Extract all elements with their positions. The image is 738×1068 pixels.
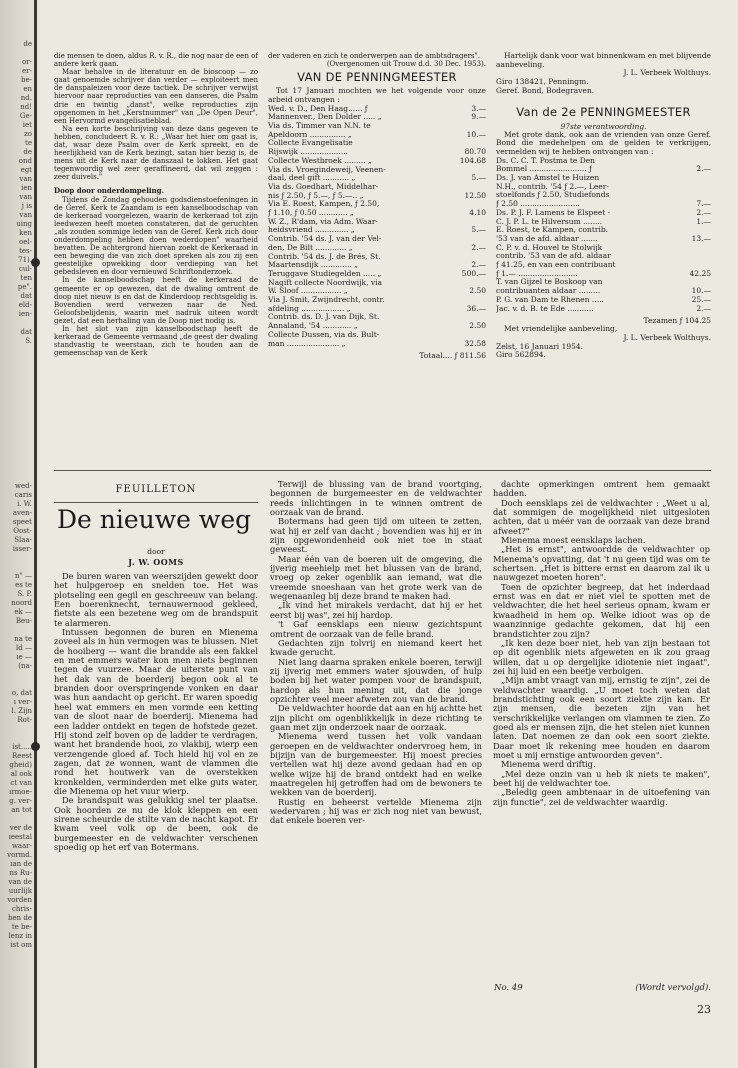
donation-row <box>496 157 711 166</box>
donation-description: den, De Bilt ............. „ <box>268 243 353 252</box>
source-note: (Overgenomen uit Trouw d.d. 30 Dec. 1953). <box>326 60 486 69</box>
donation-row <box>268 148 486 157</box>
margin-fragment <box>2 554 32 563</box>
margin-fragment: ist..... <box>12 743 32 751</box>
donation-row <box>268 139 486 148</box>
donation-description: ƒ 41.25, en van een contribuant <box>496 261 616 270</box>
continued-note: (Wordt vervolgd). <box>635 983 711 993</box>
margin-fragment <box>2 563 32 572</box>
margin-fragment: S. P. <box>17 590 32 598</box>
margin-fragment: na te <box>14 635 32 643</box>
donation-row <box>496 226 711 235</box>
donation-amount: 5.— <box>471 225 486 235</box>
donation-row <box>496 287 711 296</box>
donation-row <box>268 305 486 314</box>
article-paragraph: Na een korte beschrijving van deze dans gegeven te hebben, concludeert R. v. R.: „Waar het hier om gaat is, dat, waar deze Psalm over de Kerk spreekt, en de heerlijkheid van de Kerk bezingt, satan hier bezig is, de mens uit de Kerk naar de danszaal te lokken. Het gaat tegenwoordig wel zeer geraffineerd, dat wil zeggen : zeer duivels." <box>54 124 258 182</box>
donation-row <box>268 209 486 218</box>
donation-description: '53 van de afd. aldaar ....... <box>496 234 598 243</box>
story-paragraph: Terwijl de blussing van de brand voortging, begonnen de burgemeester en de veldwachter reeds inlichtingen in te winnen omtrent de oorzaak van de brand. <box>270 480 482 518</box>
section-heading: Doop door onderdompeling. <box>54 185 164 195</box>
donation-description: P. G. van Dam te Rhenen ..... <box>496 295 604 304</box>
margin-fragment: ıe — <box>16 653 32 661</box>
margin-fragment: van <box>19 193 32 201</box>
margin-fragment: er- <box>22 67 32 75</box>
donation-description: Ds. J. van Amstel te Huizen <box>496 174 600 183</box>
donation-description: C. J. P. L. te Hilversum ........ <box>496 217 603 226</box>
left-margin-fragments-bottom <box>2 482 32 950</box>
left-margin-fragments-top <box>2 40 32 346</box>
article-paragraph: In het slot van zijn kanselboodschap heeft de kerkeraad de Gemeente vermaand „de geest der dwaling standvastig te weerstaan, zich te houden aan de gemeenschap van de Kerk <box>54 325 258 358</box>
margin-fragment: n" — <box>15 572 32 580</box>
margin-fragment: de <box>23 40 32 48</box>
margin-fragment: zo <box>24 130 32 138</box>
margin-fragment: lenz in <box>8 932 32 940</box>
margin-fragment: uing <box>16 220 32 228</box>
donation-row <box>268 235 486 244</box>
margin-fragment: o, dat <box>11 689 32 697</box>
feuilleton-label: FEUILLETON <box>115 484 197 495</box>
story-paragraph: 't Gaf eensklaps een nieuw gezichtspunt omtrent de oorzaak van de felle brand. <box>270 619 482 639</box>
donation-row <box>496 296 711 305</box>
punch-hole <box>31 258 40 267</box>
donation-amount: 1.— <box>696 216 711 226</box>
margin-fragment: ıeestal <box>8 833 32 841</box>
margin-fragment: caris <box>14 491 32 499</box>
page-fold-line <box>34 0 37 1068</box>
donation-amount: 500.— <box>461 268 486 278</box>
story-column-3 <box>493 480 710 940</box>
total-amount: Tezamen ƒ 104.25 <box>643 316 711 326</box>
donation-row <box>268 192 486 201</box>
donation-amount: 10.— <box>466 129 486 139</box>
donation-amount: 36.— <box>466 303 486 313</box>
donation-description: afdeling .................. „ <box>268 304 351 313</box>
donation-amount: 9.— <box>471 112 486 122</box>
donation-description: Rijswijk .................... <box>268 148 348 157</box>
donation-amount <box>708 244 711 253</box>
story-paragraph: „Ik vind het mirakels verdacht, dat hij er het eerst bij was", zei hij hardop. <box>270 600 482 620</box>
donation-description: heidsvriend .............. „ <box>268 226 355 235</box>
donation-description: Contrib. ds. D. J. van Dijk, St. <box>268 313 380 322</box>
donation-description: Nagift collecte Noordwijk, via <box>268 278 382 287</box>
donation-amount: 5.— <box>471 173 486 183</box>
donation-row <box>268 340 486 349</box>
section-subtitle: 97ste verantwoording. <box>560 121 647 131</box>
donation-description: C. P. v. d. Houvel te Stolwijk <box>496 243 603 252</box>
story-paragraph: „Ik ken deze boer niet, heb van zijn bestaan tot op dit ogenblik niets afgeweten en ik zou graag willen, dat u op dergelijke idiotenie niet ingaat", zei hij luid en een beetje verbolgen. <box>493 637 710 676</box>
margin-fragment <box>2 626 32 635</box>
article-paragraph: In de kanselboodschap heeft de kerkeraad de gemeente er op gewezen, dat de dwaling omtrent de doop niet nieuw is en dat de Kinderdoop rechtsgeldig is. Bovendien werd verwezen naar de Ned. Geloofsbelijdenis, waarin met nadruk uiteen wordt gezet, dat een herhaling van de Doop niet nodig is. <box>54 276 258 325</box>
margin-fragment: aven- <box>12 509 32 517</box>
donation-description: Via J. Smit, Zwijndrecht, contr. <box>268 296 385 305</box>
donation-amount: 3.— <box>471 103 486 113</box>
margin-fragment: ı ver- <box>13 698 32 706</box>
donation-amount: 2.50 <box>469 286 486 296</box>
margin-fragment: ien <box>21 184 32 192</box>
donation-description: Collecte Evangelisatie <box>268 139 353 148</box>
donation-description: ƒ 1.— ......................... <box>496 269 578 278</box>
donation-list <box>496 157 711 314</box>
donation-amount: 2.— <box>471 242 486 252</box>
story-paragraph: De veldwachter hoorde dat aan en hij achtte het zijn plicht om ogenblikkelijk in deze richting te gaan met zijn onderzoek naar de oorzaak. <box>270 703 482 732</box>
story-column-1 <box>54 572 258 992</box>
donation-description: man ...................... „ <box>268 339 346 348</box>
donation-row <box>496 261 711 270</box>
margin-fragment: en <box>23 85 32 93</box>
donation-description: Via ds. Timmer van N.N. te <box>268 122 371 130</box>
story-paragraph: Mienema moest eensklaps lachen. <box>501 535 646 546</box>
margin-fragment: iet <box>22 121 32 129</box>
story-paragraph: Intussen begonnen de buren en Mienema zoveel als in hun vermogen was te blussen. Niet de hooiberg — want die brandde als een fakkel en met emmers water kon men niets beginnen tegen de vuurzee. Maar de uiterste punt van het dak van de boerderij begon ook al te branden door overspringende vonken en daar was hun aandacht op gericht. Er waren spoedig heel wat emmers en men vormde een ketting van de sloot naar de boerderij. Mienema had een ladder ontdekt en tegen de hofstede gezet. Hij stond zelf boven op de ladder te verdragen, want het brandende hooi, zo vlakbij, wierp een verzengende gloed af. Toch hield hij vol en ze zagen, dat ze wonnen, want de vlammen die rond het houtwerk van de overstekken kronkelden, verminderden met elke guts water, die Mienema op het vuur wierp. <box>54 627 258 796</box>
margin-fragment: g. ver- <box>9 797 32 805</box>
donation-row <box>268 157 486 166</box>
donation-description: T. van Gijzel te Boskoop van <box>496 278 603 287</box>
giro-number: Giro 562894. <box>496 350 546 360</box>
donation-amount: 2.— <box>471 260 486 270</box>
donation-row <box>268 131 486 140</box>
donation-description: Teruggave Studiegelden ..... „ <box>268 269 382 278</box>
margin-fragment <box>2 725 32 734</box>
donation-description: Via ds. Goedhart, Middelhar- <box>268 182 379 191</box>
margin-fragment: cul- <box>18 265 32 273</box>
margin-fragment: tes- <box>19 247 32 255</box>
margin-fragment: te be- <box>11 923 32 931</box>
story-paragraph: Niet lang daarna spraken enkele boeren, terwijl zij ijverig met emmers water sjouwden, of hulp boden bij het water pompen voor de brandspuit, hardop als hun mening uit, dat die jonge opzichter veel meer afweten zou van de brand. <box>270 656 482 704</box>
giro-number: Giro 138421, Penningm. <box>496 77 589 87</box>
donation-description: ƒ 1.10, ƒ 0.50 ............ „ <box>268 209 354 218</box>
margin-fragment <box>2 319 32 328</box>
article-paragraph: Tijdens de Zondag gehouden godsdienstoefeningen in de Geref. Kerk te Zaandam is een kanselboodschap van de kerkeraad voorgelezen, waarin de kerkeraad tot zijn leedwezen heeft moeten constateren, dat de geruchten „als zouden sommige leden van de Geref. Kerk zich door onderdompeling hebben doen wederdopen" waarheid bevatten. De achtergrond hiervan zoekt de Kerkeraad in een beweging die van zich doet spreken als zou zij een geestelijke opwekking door verdieping van het gebedsleven en door vernieuwd Schriftonderzoek. <box>54 195 258 277</box>
margin-fragment: eld- <box>18 301 32 309</box>
donation-row <box>268 253 486 262</box>
story-paragraph: Mienema werd tussen het volk vandaan geroepen en de veldwachter ondervroeg hem, in bijzijn van de burgemeester. Hij moest precies vertellen wat hij deze avond gedaan had en op welke wijze hij de brand ontdekt had en welke maatregelen hij getroffen had om de bewoners te wekken van de boerderij. <box>270 731 482 798</box>
donation-description: Collecte Dussen, via ds. Bult- <box>268 330 380 339</box>
margin-fragment: ten <box>20 274 32 282</box>
donation-row <box>496 270 711 279</box>
donation-description: nis ƒ 2.50, ƒ 5.—, ƒ 5.—.. „ <box>268 191 364 200</box>
donation-amount: 42.25 <box>689 268 711 278</box>
story-paragraph: Gedachten zijn tolvrij en niemand keert het kwade gerucht. <box>270 637 482 658</box>
donation-row <box>268 331 486 340</box>
margin-fragment: van <box>19 175 32 183</box>
margin-fragment: j is <box>21 202 32 210</box>
donation-row <box>268 113 486 122</box>
margin-fragment: ld — <box>16 644 32 652</box>
place-date: Zelst, 16 Januari 1954. <box>496 341 584 351</box>
margin-fragment: vorden <box>7 896 32 904</box>
margin-fragment: chris- <box>12 905 32 913</box>
donation-row <box>496 191 711 200</box>
story-paragraph: Botermans had geen tijd om uiteen te zetten, wat hij er zelf van dacht ; bovendien was hij er in zijn opgewondenheid ook niet toe in staat geweest. <box>270 516 482 555</box>
margin-fragment: dat <box>20 292 32 300</box>
donation-amount: 80.70 <box>464 147 486 157</box>
margin-fragment: de <box>23 148 32 156</box>
donation-description: daal, deel gift ........... „ <box>268 174 356 183</box>
donation-row <box>268 218 486 227</box>
donation-description: Contrib. '54 ds. J. van der Vel- <box>268 235 382 244</box>
donation-amount: 32.58 <box>464 338 486 348</box>
donation-row <box>496 174 711 183</box>
story-paragraph: De buren waren van weerszijden gewekt door het hulpgeroep en snelden toe. Het was plotseling een gegil en geschreeuw van belang. Een boerenknecht, ternauwernood gekleed, fietste als een bezetene weg om de brandspuit te alarmeren. <box>54 572 258 628</box>
margin-fragment: isser- <box>12 545 32 553</box>
margin-fragment: egt <box>20 166 32 174</box>
margin-fragment: ıan de <box>10 860 32 868</box>
margin-fragment: ns Ru- <box>9 869 32 877</box>
margin-fragment: ek — <box>14 608 32 616</box>
donation-description: contribuanten aldaar ......... <box>496 287 601 296</box>
margin-fragment: ken <box>19 229 32 237</box>
donation-description: Contrib. '54 ds. J. de Brés, St. <box>268 252 381 261</box>
donation-amount <box>708 183 711 192</box>
donation-row <box>496 244 711 253</box>
story-paragraph: „Mel deze onzin van u heb ik niets te maken", beet hij de veldwachter toe. <box>493 768 710 788</box>
donation-row <box>268 105 486 114</box>
donation-row <box>268 226 486 235</box>
story-paragraph: Toen de opzichter begreep, dat het inderdaad ernst was en dat er niet viel te spotten met de veldwachter, die het heel serieus opnam, kwam er kwaadheid in hem op. Welke idioot was op de waanzinnige gedachte gekomen, dat hij een brandstichter zou zijn? <box>493 581 710 639</box>
margin-fragment: pe". <box>17 283 32 291</box>
byline-door: door <box>147 547 165 556</box>
bond-address: Geref. Bond, Bodegraven. <box>496 85 595 95</box>
article-continuation: die mensen te doen, aldus R. v. R., die nog naar de een of andere kerk gaan. <box>54 52 258 69</box>
margin-fragment: S. <box>25 337 32 345</box>
donation-amount: 2.— <box>696 164 711 174</box>
donation-row <box>496 183 711 192</box>
donation-description: Jac. v. d. B. te Ede ........... <box>496 304 594 313</box>
donation-description: Via ds. Vroegindeweij, Veenen- <box>268 165 386 174</box>
donation-description: W. Sloof ................. „ <box>268 287 348 296</box>
donation-amount: 10.— <box>691 286 711 296</box>
donation-row <box>268 166 486 175</box>
story-column-2 <box>270 480 482 992</box>
donation-row <box>268 313 486 322</box>
donation-amount: 104.68 <box>459 155 486 165</box>
margin-fragment: l. Zijn <box>11 707 32 715</box>
story-paragraph: Maar één van de boeren uit de omgeving, die ijverig meehielp met het blussen van de brand, vroeg op zeker ogenblik aan iemand, wat die vreemde snoeshaan van het grote werk van de wegenaanleg bij deze brand te maken had. <box>270 553 482 602</box>
donation-row <box>268 122 486 131</box>
margin-fragment: dat <box>20 328 32 336</box>
page-number: 23 <box>697 1003 711 1016</box>
donation-amount: 2.— <box>696 207 711 217</box>
donation-row <box>268 279 486 288</box>
donation-row <box>268 261 486 270</box>
donation-row <box>496 305 711 314</box>
margin-fragment <box>2 734 32 743</box>
margin-fragment: nd! <box>20 103 32 111</box>
donation-list <box>268 105 486 349</box>
punch-hole <box>31 742 40 751</box>
margin-fragment: van <box>19 211 32 219</box>
donation-description: Ds. C. C. T. Postma te Den <box>496 156 595 165</box>
thanks-text: Hartelijk dank voor wat binnenkwam en met blijvende aanbeveling. <box>496 52 711 69</box>
margin-fragment: (na- <box>18 662 32 670</box>
margin-fragment: es te <box>15 581 32 589</box>
margin-fragment: Reest <box>12 752 32 760</box>
donation-row <box>268 296 486 305</box>
donation-row <box>268 244 486 253</box>
margin-fragment: te <box>25 139 32 147</box>
section-title: VAN DE PENNINGMEESTER <box>297 70 457 85</box>
margin-fragment <box>2 49 32 58</box>
donation-amount <box>708 174 711 183</box>
margin-fragment: uurlijk <box>8 887 32 895</box>
donation-description: Via E. Roest, Kampen, ƒ 2.50, <box>268 200 380 209</box>
section-title: Van de 2e PENNINGMEESTER <box>516 104 691 119</box>
donation-row <box>268 183 486 192</box>
article-continuation: der vaderen en zich te onderwerpen aan de ambtsdragers". <box>268 52 480 60</box>
margin-fragment: noord <box>11 599 32 607</box>
story-paragraph: „Het is ernst", antwoordde de veldwachter op Mienema's opvatting, dat 't nu geen tijd was om te schertsen. „Het is bittere ernst en daarom zal ik u nauwgezet moeten horen". <box>493 544 710 583</box>
closing-text: Met vriendelijke aanbeveling, <box>504 324 618 334</box>
margin-fragment: oel- <box>19 238 32 246</box>
margin-fragment: ond <box>18 157 32 165</box>
donation-row <box>268 270 486 279</box>
donation-amount: 7.— <box>696 199 711 209</box>
margin-fragment: Ge- <box>19 112 32 120</box>
margin-fragment: speet <box>12 518 32 526</box>
margin-fragment: vormd. <box>7 851 32 859</box>
margin-fragment: ist om <box>10 941 32 949</box>
margin-fragment: Beu- <box>15 617 32 625</box>
donation-amount: 2.50 <box>469 321 486 331</box>
donation-description: Bommel ........................ ƒ <box>496 165 592 174</box>
intro-text: Tot 17 Januari mochten we het volgende voor onze arbeid ontvangen : <box>268 86 486 104</box>
article-paragraph: Maar behalve in de literatuur en de bioscoop — zo gaat genoemde schrijver dan verder — exploiteert men de danspaleizen voor deze tactiek. De schrijver verwijst hiervoor naar reproducties van een danseres, die Psalm drie en twintig „danst", welke reproducties zijn opgenomen in het „Kerstnummer" van „De Open Deur", een Hervormd evangelisatieblad. <box>54 68 258 125</box>
donation-row <box>268 287 486 296</box>
title-rule <box>54 502 258 503</box>
margin-fragment: nd. <box>20 94 32 102</box>
margin-fragment: gheid) <box>9 761 32 769</box>
margin-fragment: ver de <box>9 824 32 832</box>
donation-description: Ds. P. J. F. Lamens te Elspeet - <box>496 208 611 217</box>
story-paragraph: De brandspuit was gelukkig snel ter plaatse. Ook hoorden ze nu de klok kleppen en een sirene scheurde de stilte van de nacht kapot. Er kwam veel volk op de been, ook de burgemeester en de veldwachter verschenen spoedig op het erf van Botermans. <box>54 795 258 852</box>
donation-row <box>496 165 711 174</box>
story-paragraph: „Mijn ambt vraagt van mij, ernstig te zijn", zei de veldwachter waardig. „U moet toch weten dat brandstichting ook een soort ziekte zijn kan. Er zijn mensen, die bezeten zijn van het verschrikkelijke verlangen om vlammen te zien. Zo goed als er mensen zijn, die het stelen niet kunnen laten. Dat noemen ze dan ook een soort ziekte. Daar moet ik rekening mee houden en daarom moet u mij ernstige antwoorden geven". <box>493 675 710 760</box>
donation-amount: 13.— <box>691 233 711 243</box>
donation-row <box>268 200 486 209</box>
donation-description: E. Roest, te Kampen, contrib. <box>496 226 609 235</box>
donation-description: Apeldoorn ............... „ <box>268 130 352 139</box>
margin-fragment: wed- <box>15 482 32 490</box>
margin-fragment: Oost- <box>13 527 32 535</box>
donation-row <box>496 235 711 244</box>
margin-fragment: Slaa- <box>14 536 32 544</box>
margin-fragment <box>2 815 32 824</box>
donation-amount: 12.50 <box>464 190 486 200</box>
church-news-column <box>54 52 258 465</box>
margin-fragment <box>2 671 32 680</box>
issue-number: No. 49 <box>494 983 523 993</box>
margin-fragment: ırmoe- <box>9 788 32 796</box>
donation-description: stoelfonds ƒ 2.50, Studiefonds <box>496 191 610 200</box>
margin-fragment: waar- <box>11 842 32 850</box>
margin-fragment <box>2 680 32 689</box>
donation-description: contrib. '53 van de afd. aldaar <box>496 252 611 261</box>
donation-row <box>268 174 486 183</box>
donation-description: W. Z., R'dam, via Adm. Waar- <box>268 217 378 226</box>
story-paragraph: Mienema werd driftig. <box>501 759 596 770</box>
donation-amount <box>708 252 711 261</box>
margin-fragment: 71). <box>18 256 32 264</box>
margin-fragment: Rot- <box>17 716 32 724</box>
donation-description: Wed. v. D., Den Haag...... ƒ <box>268 104 368 113</box>
margin-fragment: al ook <box>10 770 32 778</box>
margin-fragment: i. W. <box>17 500 32 508</box>
total-amount: Totaal.... ƒ 811.56 <box>419 351 486 361</box>
margin-fragment: or- <box>22 58 32 66</box>
intro-text: Met grote dank, ook aan de vrienden van onze Geref. Bond die medehelpen om de gelden te verkrijgen, vermelden wij te hebben ontvangen van : <box>496 129 711 156</box>
donation-row <box>496 209 711 218</box>
donation-row <box>496 278 711 287</box>
donation-row <box>496 218 711 227</box>
margin-fragment: ct van <box>10 779 32 787</box>
story-paragraph: „Beledig geen ambtenaar in de uitoefening van zijn functie", zei de veldwachter waardig. <box>493 787 710 807</box>
donation-description: N.H., contrib. '54 ƒ 2.—, Leer- <box>496 182 609 191</box>
margin-fragment: ien- <box>18 310 32 318</box>
donation-description: Maartensdijk ............. „ <box>268 261 359 270</box>
margin-fragment: ben de <box>8 914 32 922</box>
donation-description: Collecte Westbroek ......... „ <box>268 156 372 165</box>
margin-fragment: van de <box>8 878 32 886</box>
story-paragraph: Rustig en beheerst vertelde Mienema zijn wedervaren ; hij was er zich nog niet van bewust, dat enkele boeren ver- <box>270 796 482 826</box>
donation-row <box>268 322 486 331</box>
story-author: J. W. OOMS <box>128 557 184 567</box>
donation-description: Mannenver., Den Dolder ..... „ <box>268 113 382 122</box>
second-treasurer-column <box>496 52 711 462</box>
donation-amount: 4.10 <box>469 208 486 218</box>
margin-fragment: an tot <box>11 806 32 814</box>
donation-row <box>496 200 711 209</box>
section-divider <box>54 470 711 471</box>
story-paragraph: Doch eensklaps zei de veldwachter : „Weet u al, dat sommigen de mogelijkheid niet uitgesloten achten, dat u méér van de oorzaak van deze brand afweet?" <box>493 497 710 536</box>
signature: J. L. Verbeek Wolthuys. <box>623 332 711 342</box>
margin-fragment: be- <box>21 76 32 84</box>
donation-amount: 25.— <box>691 294 711 304</box>
donation-description: Annaland, '54 ............ „ <box>268 322 358 331</box>
signature: J. L. Verbeek Wolthuys. <box>623 68 711 78</box>
donation-amount: 2.— <box>696 303 711 313</box>
story-title: De nieuwe weg <box>57 505 252 534</box>
donation-row <box>496 252 711 261</box>
treasurer-column <box>268 52 486 462</box>
donation-description: ƒ 2.50 ......................... <box>496 200 580 209</box>
story-paragraph: dachte opmerkingen omtrent hem gemaakt hadden. <box>493 480 710 499</box>
